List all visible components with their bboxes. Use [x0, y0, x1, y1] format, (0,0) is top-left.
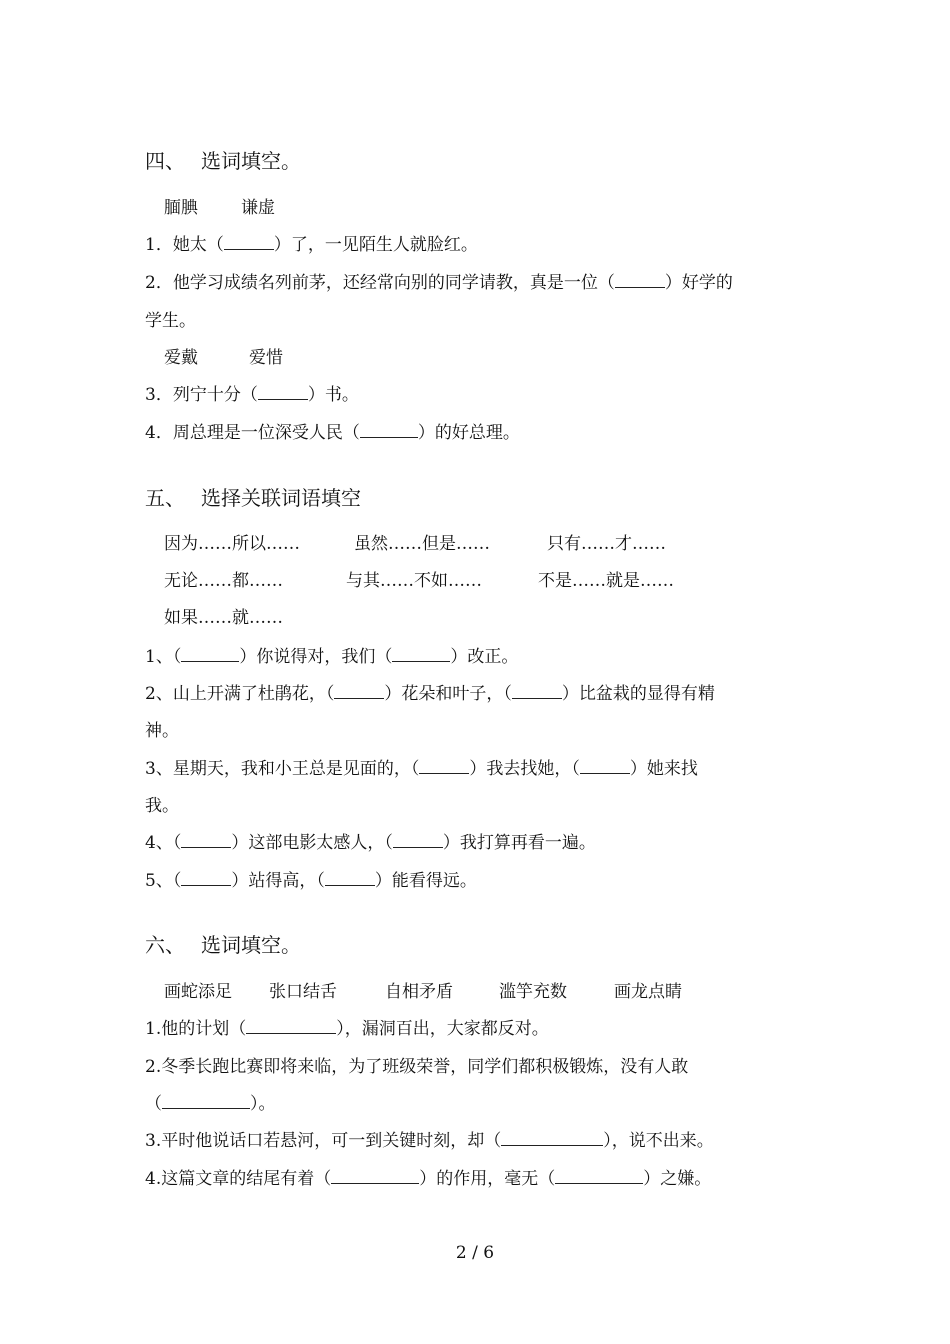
section-6-question-4: 4.这篇文章的结尾有着（ ）的作用，毫无（ ）之嫌。	[145, 1169, 712, 1189]
section-4-question-1: 1．她太（ ）了，一见陌生人就脸红。	[145, 235, 478, 255]
answer-blank[interactable]	[181, 833, 231, 848]
section-4-question-2: 2．他学习成绩名列前茅，还经常向别的同学请教，真是一位（ ）好学的	[145, 273, 733, 293]
answer-blank[interactable]	[246, 1019, 336, 1034]
idiom-option: 张口结舌	[269, 982, 337, 1002]
section-6-question-3: 3.平时他说话口若悬河，可一到关键时刻，却（ ），说不出来。	[145, 1131, 714, 1151]
conjunction-option: 与其……不如……	[346, 571, 482, 591]
conjunction-option: 不是……就是……	[538, 571, 674, 591]
answer-blank[interactable]	[580, 759, 630, 774]
section-4-question-3: 3．列宁十分（ ）书。	[145, 385, 359, 405]
section-5-question-2-cont: 神。	[145, 721, 179, 741]
section-4-question-4: 4．周总理是一位深受人民（ ）的好总理。	[145, 423, 520, 443]
idiom-option: 画蛇添足	[164, 982, 232, 1002]
answer-blank[interactable]	[393, 833, 443, 848]
section-4-title: 选词填空。	[201, 149, 301, 173]
section-5-question-1: 1、（ ）你说得对，我们（ ）改正。	[145, 647, 519, 667]
word-option: 谦虚	[241, 198, 275, 218]
answer-blank[interactable]	[555, 1169, 643, 1184]
conjunction-option: 因为……所以……	[164, 534, 300, 554]
answer-blank[interactable]	[501, 1131, 603, 1146]
idiom-option: 自相矛盾	[385, 982, 453, 1002]
answer-blank[interactable]	[392, 647, 450, 662]
idiom-option: 画龙点睛	[614, 982, 682, 1002]
answer-blank[interactable]	[162, 1094, 250, 1109]
section-4-options-2	[164, 347, 810, 369]
section-6-heading	[145, 932, 810, 958]
word-option: 爱惜	[249, 348, 283, 368]
section-5-heading	[145, 485, 810, 511]
section-5-question-2: 2、山上开满了杜鹃花，（ ）花朵和叶子，（ ）比盆栽的显得有精	[145, 684, 715, 704]
answer-blank[interactable]	[325, 871, 375, 886]
answer-blank[interactable]	[224, 235, 274, 250]
section-5-options-row-3	[164, 607, 810, 629]
section-6-options	[164, 981, 810, 1003]
conjunction-option: 如果……就……	[164, 608, 283, 628]
answer-blank[interactable]	[331, 1169, 419, 1184]
section-5-question-4: 4、（ ）这部电影太感人，（ ）我打算再看一遍。	[145, 833, 596, 853]
answer-blank[interactable]	[334, 684, 384, 699]
conjunction-option: 无论……都……	[164, 571, 283, 591]
conjunction-option: 虽然……但是……	[354, 534, 490, 554]
section-5-options-row-1	[164, 533, 810, 555]
section-6-number: 六、	[145, 933, 185, 957]
section-4-options-1	[164, 197, 810, 219]
section-5-title: 选择关联词语填空	[201, 486, 361, 510]
section-4-number: 四、	[145, 149, 185, 173]
answer-blank[interactable]	[419, 759, 469, 774]
section-6-question-1: 1.他的计划（ ），漏洞百出，大家都反对。	[145, 1019, 549, 1039]
answer-blank[interactable]	[615, 273, 665, 288]
section-5-number: 五、	[145, 486, 185, 510]
section-4-question-2-cont: 学生。	[145, 311, 196, 331]
conjunction-option: 只有……才……	[547, 534, 666, 554]
section-5-question-3: 3、星期天，我和小王总是见面的，（ ）我去找她，（ ）她来找	[145, 759, 698, 779]
word-option: 爱戴	[164, 348, 198, 368]
page-number: 2 / 6	[455, 1243, 495, 1263]
section-5-options-row-2	[164, 570, 810, 592]
idiom-option: 滥竽充数	[499, 982, 567, 1002]
answer-blank[interactable]	[512, 684, 562, 699]
word-option: 腼腆	[164, 198, 198, 218]
section-6-title: 选词填空。	[201, 933, 301, 957]
answer-blank[interactable]	[181, 647, 239, 662]
section-4-heading	[145, 148, 810, 174]
section-6-question-2: 2.冬季长跑比赛即将来临，为了班级荣誉，同学们都积极锻炼，没有人敢	[145, 1057, 689, 1077]
answer-blank[interactable]	[258, 385, 308, 400]
section-5-question-5: 5、（ ）站得高，（ ）能看得远。	[145, 871, 477, 891]
answer-blank[interactable]	[360, 423, 418, 438]
section-5-question-3-cont: 我。	[145, 796, 179, 816]
section-6-question-2-cont: （ ）。	[145, 1094, 276, 1114]
answer-blank[interactable]	[181, 871, 231, 886]
